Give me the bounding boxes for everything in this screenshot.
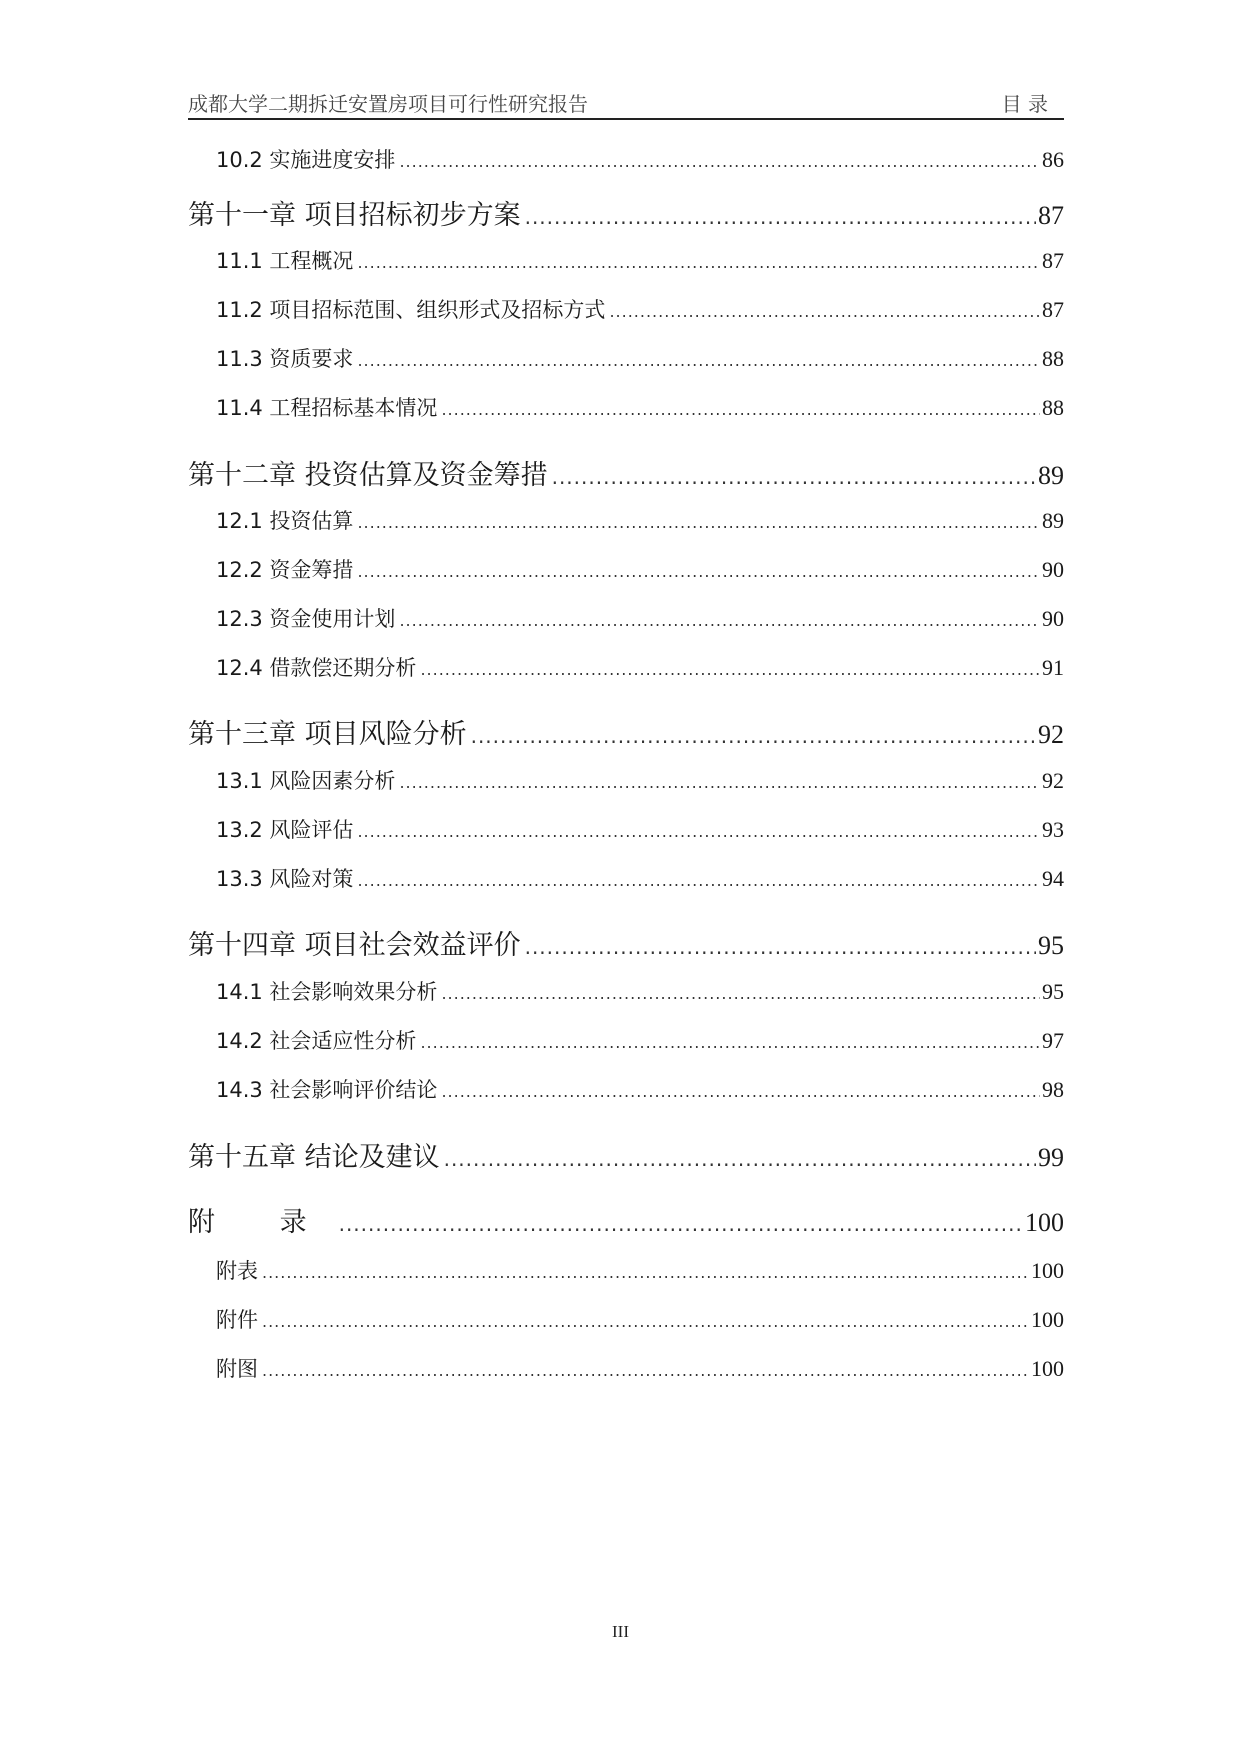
toc-entry-page: 91	[1042, 655, 1064, 680]
leader-dots	[357, 562, 1040, 581]
toc-entry[interactable]	[188, 814, 1064, 844]
toc-entry-label: 13.3 风险对策	[216, 867, 354, 891]
toc-entry[interactable]	[188, 144, 1064, 174]
toc-entry-page: 98	[1042, 1077, 1064, 1102]
toc-entry-page: 100	[1031, 1307, 1064, 1332]
leader-dots	[552, 465, 1036, 489]
toc-entry[interactable]	[188, 652, 1064, 682]
toc-entry-page: 95	[1038, 931, 1064, 960]
toc-entry-label: 第十一章 项目招标初步方案	[188, 200, 521, 231]
toc-entry-page: 87	[1042, 297, 1064, 322]
toc-entry[interactable]	[188, 245, 1064, 275]
toc-entry-label: 13.2 风险评估	[216, 818, 354, 842]
toc-entry[interactable]	[188, 976, 1064, 1006]
toc-entry[interactable]	[188, 343, 1064, 373]
toc-entry-label: 12.2 资金筹措	[216, 558, 354, 582]
leader-dots	[444, 1147, 1036, 1171]
leader-dots	[441, 400, 1040, 419]
leader-dots	[357, 513, 1040, 532]
leader-dots	[441, 1082, 1040, 1101]
toc-chapter-entry[interactable]	[188, 1135, 1064, 1174]
page-number: III	[612, 1622, 629, 1641]
toc-entry-label: 第十五章 结论及建议	[188, 1142, 440, 1173]
leader-dots	[441, 984, 1040, 1003]
toc-entry-page: 90	[1042, 557, 1064, 582]
toc-entry[interactable]	[188, 392, 1064, 422]
toc-entry-label: 12.1 投资估算	[216, 509, 354, 533]
toc-entry-label: 11.2 项目招标范围、组织形式及招标方式	[216, 298, 606, 322]
leader-dots	[262, 1361, 1029, 1380]
toc-entry-page: 100	[1031, 1356, 1064, 1381]
toc-entry-label: 14.2 社会适应性分析	[216, 1029, 417, 1053]
leader-dots	[262, 1312, 1029, 1331]
toc-entry[interactable]	[188, 505, 1064, 535]
leader-dots	[357, 351, 1040, 370]
toc-entry-label: 11.1 工程概况	[216, 249, 354, 273]
toc-entry-label: 附表	[216, 1259, 258, 1283]
leader-dots	[420, 1033, 1040, 1052]
toc-entry-label: 10.2 实施进度安排	[216, 148, 396, 172]
toc-entry-label: 14.1 社会影响效果分析	[216, 980, 438, 1004]
leader-dots	[525, 205, 1036, 229]
toc-entry-page: 89	[1042, 508, 1064, 533]
toc-entry[interactable]	[188, 1255, 1064, 1285]
leader-dots	[399, 611, 1040, 630]
toc-entry-label: 11.4 工程招标基本情况	[216, 396, 438, 420]
document-title: 成都大学二期拆迁安置房项目可行性研究报告	[188, 92, 588, 116]
toc-chapter-entry[interactable]	[188, 712, 1064, 751]
toc-entry-label: 第十二章 投资估算及资金筹措	[188, 460, 548, 491]
toc-entry-label: 附 录	[188, 1207, 335, 1238]
toc-entry-page: 89	[1038, 461, 1064, 490]
leader-dots	[399, 152, 1040, 171]
toc-entry-label: 第十三章 项目风险分析	[188, 719, 467, 750]
toc-entry-page: 99	[1038, 1143, 1064, 1172]
toc-entry-label: 11.3 资质要求	[216, 347, 354, 371]
leader-dots	[357, 822, 1040, 841]
toc-entry-label: 12.3 资金使用计划	[216, 607, 396, 631]
toc-entry[interactable]	[188, 1353, 1064, 1383]
toc-entry-page: 95	[1042, 979, 1064, 1004]
toc-entry-page: 97	[1042, 1028, 1064, 1053]
toc-entry[interactable]	[188, 603, 1064, 633]
leader-dots	[471, 724, 1036, 748]
toc-entry-page: 94	[1042, 866, 1064, 891]
toc-entry-page: 100	[1031, 1258, 1064, 1283]
toc-chapter-entry[interactable]	[188, 453, 1064, 492]
leader-dots	[339, 1212, 1023, 1236]
toc-entry[interactable]	[188, 554, 1064, 584]
toc-entry-label: 附图	[216, 1357, 258, 1381]
toc-entry[interactable]	[188, 1025, 1064, 1055]
leader-dots	[525, 935, 1036, 959]
toc-entry-page: 92	[1042, 768, 1064, 793]
leader-dots	[609, 302, 1040, 321]
toc-entry-page: 88	[1042, 395, 1064, 420]
toc-entry[interactable]	[188, 294, 1064, 324]
toc-entry-page: 93	[1042, 817, 1064, 842]
toc-entry[interactable]	[188, 863, 1064, 893]
toc-entry[interactable]	[188, 1074, 1064, 1104]
table-of-contents	[188, 0, 1064, 1500]
toc-entry-label: 13.1 风险因素分析	[216, 769, 396, 793]
toc-chapter-entry[interactable]	[188, 923, 1064, 962]
leader-dots	[399, 773, 1040, 792]
leader-dots	[357, 253, 1040, 272]
toc-entry-page: 86	[1042, 147, 1064, 172]
toc-chapter-entry[interactable]	[188, 193, 1064, 232]
toc-entry-page: 87	[1038, 201, 1064, 230]
toc-entry-label: 附件	[216, 1308, 258, 1332]
leader-dots	[420, 660, 1040, 679]
toc-entry-label: 第十四章 项目社会效益评价	[188, 930, 521, 961]
toc-entry[interactable]	[188, 765, 1064, 795]
toc-entry-label: 12.4 借款偿还期分析	[216, 656, 417, 680]
toc-entry-page: 87	[1042, 248, 1064, 273]
toc-entry-label: 14.3 社会影响评价结论	[216, 1078, 438, 1102]
leader-dots	[262, 1263, 1029, 1282]
leader-dots	[357, 871, 1040, 890]
section-title: 目 录	[1001, 92, 1048, 116]
toc-entry-page: 92	[1038, 720, 1064, 749]
toc-entry-page: 100	[1025, 1208, 1064, 1237]
toc-appendix-entry[interactable]	[188, 1200, 1064, 1239]
toc-entry-page: 88	[1042, 346, 1064, 371]
toc-entry-page: 90	[1042, 606, 1064, 631]
toc-entry[interactable]	[188, 1304, 1064, 1334]
